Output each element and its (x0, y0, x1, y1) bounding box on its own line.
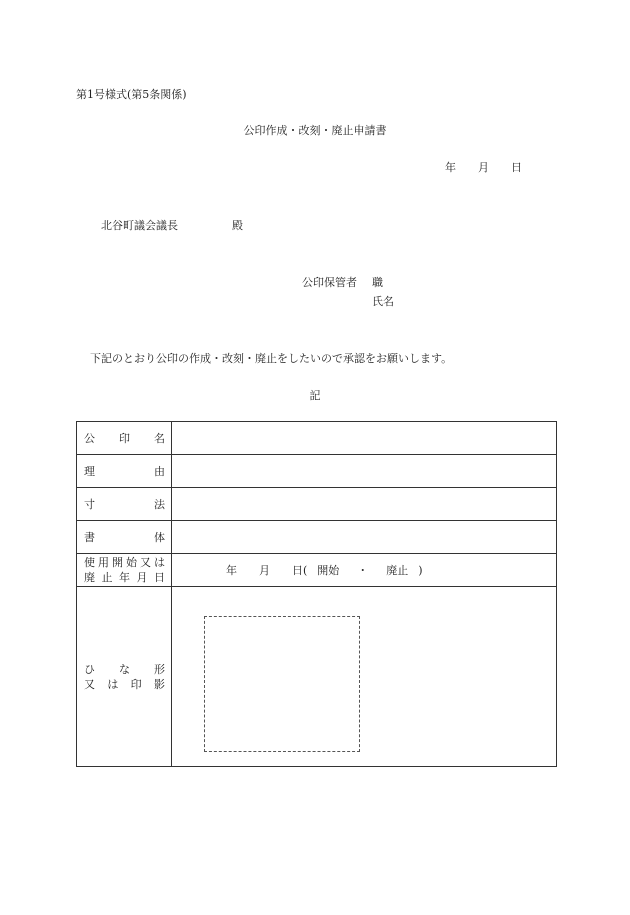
dimensions-label: 寸 法 (77, 488, 172, 521)
date-month: 月 (478, 161, 489, 174)
addressee: 北谷町議会議長 (101, 219, 178, 232)
seal-impression-box[interactable] (204, 616, 360, 752)
usage-month: 月 (259, 564, 270, 577)
usage-year: 年 (226, 564, 237, 577)
start-option[interactable]: 開始 (317, 564, 340, 577)
usage-date-field[interactable] (172, 554, 557, 587)
reason-label: 理 由 (77, 455, 172, 488)
abolish-option[interactable]: 廃止 (386, 564, 409, 577)
option-separator: ・ (357, 564, 369, 577)
typeface-label: 書 体 (77, 521, 172, 554)
table-row (77, 488, 557, 521)
typeface-field[interactable] (172, 521, 557, 554)
usage-date-label: 使 用 開 始 又 は 廃 止 年 月 日 (77, 554, 172, 587)
form-number: 第1号様式(第5条関係) (76, 88, 187, 101)
ki-heading: 記 (309, 389, 321, 402)
date-year: 年 (445, 161, 456, 174)
addressee-honorific: 殿 (232, 219, 243, 232)
seal-keeper-name-label: 氏名 (372, 295, 394, 308)
table-row (77, 422, 557, 455)
request-body-text: 下記のとおり公印の作成・改刻・廃止をしたいので承認をお願いします。 (90, 352, 453, 365)
seal-keeper-post-label: 職 (372, 276, 383, 289)
seal-name-label: 公 印 名 (77, 422, 172, 455)
reason-field[interactable] (172, 455, 557, 488)
dimensions-field[interactable] (172, 488, 557, 521)
close-paren: ) (418, 563, 423, 577)
seal-keeper-label: 公印保管者 (302, 276, 357, 289)
table-row (77, 521, 557, 554)
table-row (77, 455, 557, 488)
date-day: 日 (511, 161, 522, 174)
form-title: 公印作成・改刻・廃止申請書 (243, 124, 387, 137)
usage-day: 日( (292, 564, 308, 577)
seal-impression-label: ひ な 形 又 は 印 影 (77, 587, 172, 767)
table-row (77, 554, 557, 587)
date-line (445, 159, 522, 175)
seal-name-field[interactable] (172, 422, 557, 455)
